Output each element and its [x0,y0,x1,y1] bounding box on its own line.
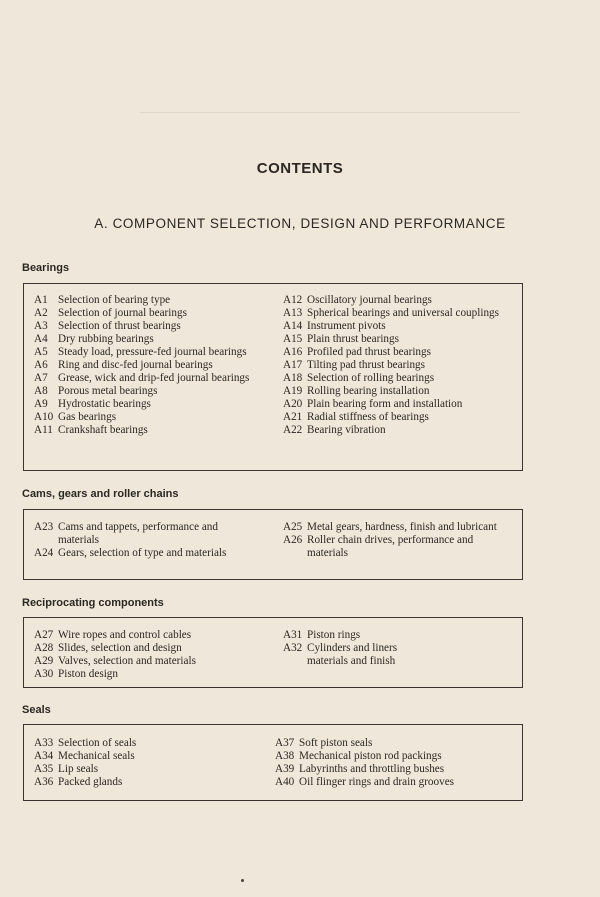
contents-entry [34,333,254,346]
contents-entry [275,737,519,750]
entry-title: Crankshaft bearings [58,424,148,436]
contents-entry [34,294,254,307]
contents-entry [283,307,519,320]
entry-code: A38 [275,750,295,762]
entry-code: A5 [34,346,48,358]
contents-entry [283,333,519,346]
section-heading-seals: Seals [22,704,51,716]
entry-code: A30 [34,668,54,680]
entry-code: A34 [34,750,54,762]
contents-entry [283,411,519,424]
contents-entry [283,359,519,372]
entry-title: Grease, wick and drip-fed journal bearings [58,372,250,384]
entry-code: A9 [34,398,48,410]
entry-code: A24 [34,547,54,559]
entry-title: Metal gears, hardness, finish and lubricant [307,521,497,533]
entry-code: A40 [275,776,295,788]
entry-title: Bearing vibration [307,424,386,436]
section-box-reciprocating [23,617,523,688]
contents-entry [283,398,519,411]
entry-title: Selection of rolling bearings [307,372,435,384]
entry-code: A16 [283,346,303,358]
contents-entry [34,359,254,372]
contents-entry [34,385,254,398]
contents-entry [283,385,519,398]
entry-title: Hydrostatic bearings [58,398,151,410]
contents-entry [283,642,431,668]
contents-entry [283,521,511,534]
entry-title: Profiled pad thrust bearings [307,346,431,358]
contents-entry [34,521,252,547]
entry-title: Gas bearings [58,411,117,423]
contents-entry [34,411,254,424]
page-speck [241,879,244,882]
entry-code: A23 [34,521,54,533]
bearings-right-column [283,294,519,437]
entry-code: A13 [283,307,303,319]
entry-code: A26 [283,534,303,546]
contents-entry [283,294,519,307]
entry-title: Roller chain drives, performance and materials [307,534,474,559]
contents-entry [275,750,519,763]
contents-entry [34,655,252,668]
contents-entry [34,547,252,560]
contents-entry [34,737,252,750]
entry-title: Mechanical piston rod packings [299,750,442,762]
entry-code: A4 [34,333,48,345]
entry-title: Oil flinger rings and drain grooves [299,776,455,788]
contents-entry [34,642,252,655]
entry-code: A15 [283,333,303,345]
section-box-seals [23,724,523,801]
contents-entry [34,307,254,320]
section-box-bearings [23,283,523,471]
contents-entry [34,346,254,359]
cams-left-column [34,521,252,560]
entry-code: A31 [283,629,303,641]
contents-entry [34,776,252,789]
section-heading-bearings: Bearings [22,262,70,274]
contents-entry [34,750,252,763]
entry-code: A18 [283,372,303,384]
contents-entry [34,372,254,385]
contents-entry [283,346,519,359]
reciprocating-left-column [34,629,252,681]
entry-code: A28 [34,642,54,654]
entry-title: Spherical bearings and universal couplings [307,307,500,319]
entry-code: A25 [283,521,303,533]
contents-entry [34,763,252,776]
entry-code: A3 [34,320,48,332]
contents-entry [283,629,431,642]
page-title: CONTENTS [256,160,344,177]
entry-title: Oscillatory journal bearings [307,294,432,306]
entry-code: A39 [275,763,295,775]
entry-code: A12 [283,294,303,306]
entry-title: Valves, selection and materials [58,655,196,667]
entry-code: A36 [34,776,54,788]
entry-code: A8 [34,385,48,397]
entry-title: Piston design [58,668,118,680]
entry-code: A19 [283,385,303,397]
entry-code: A10 [34,411,54,423]
entry-title: Rolling bearing installation [307,385,430,397]
entry-code: A7 [34,372,48,384]
contents-entry [283,424,519,437]
entry-title: Steady load, pressure-fed journal bearings [58,346,247,358]
entry-title: Plain thrust bearings [307,333,399,345]
entry-code: A33 [34,737,54,749]
entry-title: Lip seals [58,763,99,775]
section-heading-reciprocating: Reciprocating components [22,597,164,609]
entry-title: Mechanical seals [58,750,135,762]
contents-entry [275,763,519,776]
entry-code: A21 [283,411,303,423]
part-heading: A. COMPONENT SELECTION, DESIGN AND PERFORMANCE [94,216,506,231]
entry-code: A27 [34,629,54,641]
entry-title: Gears, selection of type and materials [58,547,227,559]
bleed-through [140,112,520,273]
seals-left-column [34,737,252,789]
section-heading-cams-gears: Cams, gears and roller chains [22,488,179,500]
contents-entry [34,629,252,642]
entry-code: A29 [34,655,54,667]
entry-title: Selection of thrust bearings [58,320,181,332]
contents-entry [275,776,519,789]
entry-title: Instrument pivots [307,320,386,332]
reciprocating-right-column [283,629,431,668]
entry-code: A6 [34,359,48,371]
entry-code: A1 [34,294,48,306]
entry-title: Soft piston seals [299,737,373,749]
entry-code: A11 [34,424,53,436]
entry-title: Packed glands [58,776,123,788]
entry-title: Dry rubbing bearings [58,333,154,345]
entry-code: A14 [283,320,303,332]
entry-title: Wire ropes and control cables [58,629,192,641]
entry-title: Slides, selection and design [58,642,182,654]
entry-code: A22 [283,424,303,436]
entry-title: Tilting pad thrust bearings [307,359,425,371]
contents-entry [34,398,254,411]
seals-right-column [275,737,519,789]
entry-code: A2 [34,307,48,319]
entry-title: Piston rings [307,629,361,641]
entry-code: A37 [275,737,295,749]
entry-title: Cams and tappets, performance and materials [58,521,218,546]
entry-code: A20 [283,398,303,410]
contents-entry [34,424,254,437]
section-box-cams-gears [23,509,523,580]
entry-code: A17 [283,359,303,371]
entry-code: A32 [283,642,303,654]
entry-title: Labyrinths and throttling bushes [299,763,445,775]
contents-entry [34,320,254,333]
entry-title: Radial stiffness of bearings [307,411,429,423]
contents-entry [283,372,519,385]
entry-title: Selection of seals [58,737,137,749]
contents-entry [283,534,511,560]
contents-entry [283,320,519,333]
contents-entry [34,668,252,681]
entry-title: Cylinders and liners materials and finish [307,642,398,667]
entry-title: Selection of journal bearings [58,307,187,319]
entry-title: Ring and disc-fed journal bearings [58,359,213,371]
entry-title: Plain bearing form and installation [307,398,463,410]
bearings-left-column [34,294,254,437]
entry-code: A35 [34,763,54,775]
entry-title: Selection of bearing type [58,294,171,306]
entry-title: Porous metal bearings [58,385,158,397]
cams-right-column [283,521,511,560]
